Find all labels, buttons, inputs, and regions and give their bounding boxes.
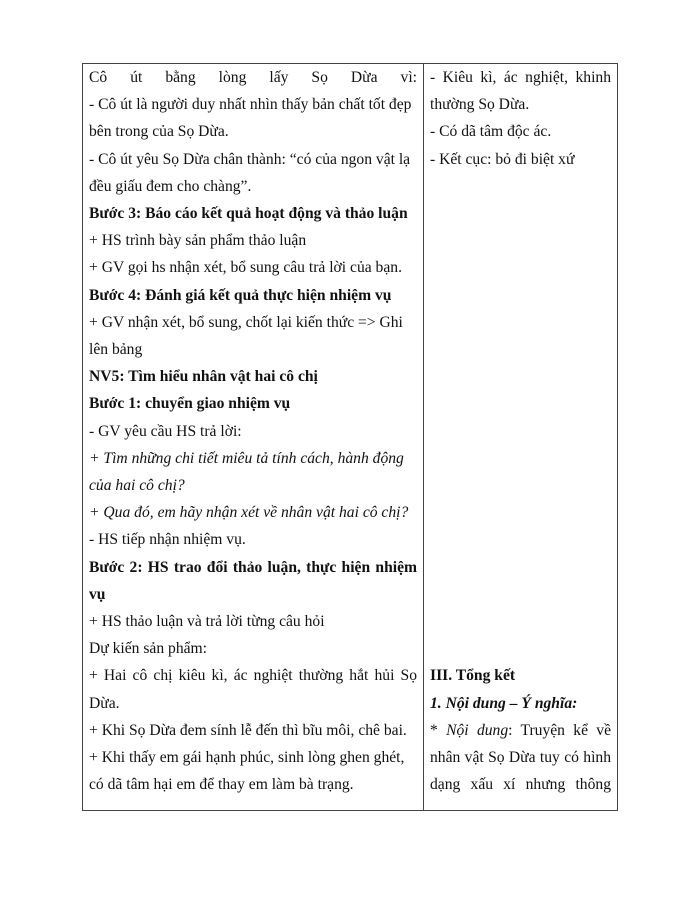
text-line: Dừa. bbox=[89, 694, 120, 712]
text-line: Cô út bằng lòng lấy Sọ Dừa vì: bbox=[89, 69, 417, 86]
expected-product-cell bbox=[424, 64, 618, 811]
text-line: + Khi thấy em gái hạnh phúc, sinh lòng ghen ghét, bbox=[89, 749, 405, 767]
text-line: Dự kiến sản phẩm: bbox=[89, 640, 208, 658]
content-label: Nội dung bbox=[446, 721, 509, 739]
text-line: có dã tâm hại em để thay em làm bà trạng. bbox=[89, 776, 354, 794]
text-line: lên bảng bbox=[89, 341, 143, 359]
section-heading-line: Bước 3: Báo cáo kết quả hoạt động và thảo luận bbox=[89, 205, 408, 223]
text-line: + HS thảo luận và trả lời từng câu hỏi bbox=[89, 613, 325, 631]
text-line: của hai cô chị? bbox=[89, 477, 185, 495]
section-heading-line: NV5: Tìm hiểu nhân vật hai cô chị bbox=[89, 368, 318, 386]
text-line: - Kiêu kì, ác nghiệt, khinh bbox=[430, 69, 611, 86]
lesson-plan-table bbox=[82, 63, 618, 811]
section-heading-line: Bước 2: HS trao đổi thảo luận, thực hiện nhiệm bbox=[89, 558, 417, 576]
text-line: - Có dã tâm độc ác. bbox=[430, 123, 552, 141]
summary-content-line bbox=[430, 717, 611, 744]
summary-content-line: nhân vật Sọ Dừa tuy có hình bbox=[430, 749, 611, 767]
text-line: - Kết cục: bỏ đi biệt xứ bbox=[430, 150, 575, 168]
table-row bbox=[83, 64, 618, 811]
teacher-activity-cell bbox=[83, 64, 424, 811]
text-line: + Tìm những chi tiết miêu tả tính cách, hành động bbox=[89, 449, 404, 467]
text-line: - Cô út là người duy nhất nhìn thấy bản chất tốt đẹp bbox=[89, 96, 412, 114]
summary-heading: III. Tổng kết bbox=[430, 667, 516, 685]
text-line: + GV nhận xét, bổ sung, chốt lại kiến thức => Ghi bbox=[89, 313, 403, 331]
content-text: : Truyện kể về bbox=[508, 721, 612, 739]
summary-subheading: 1. Nội dung – Ý nghĩa: bbox=[430, 694, 578, 712]
section-heading-line: vụ bbox=[89, 585, 106, 603]
text-line: thường Sọ Dừa. bbox=[430, 96, 530, 114]
cell-spacer bbox=[430, 173, 611, 663]
text-line: đều giấu đem cho chàng”. bbox=[89, 177, 252, 195]
text-line: + Qua đó, em hãy nhận xét về nhân vật hai cô chị? bbox=[89, 504, 409, 522]
bullet: * bbox=[430, 721, 447, 739]
text-line: + Hai cô chị kiêu kì, ác nghiệt thường hắt hủi Sọ bbox=[89, 667, 417, 685]
section-heading-line: Bước 4: Đánh giá kết quả thực hiện nhiệm vụ bbox=[89, 286, 392, 304]
text-line: bên trong của Sọ Dừa. bbox=[89, 123, 229, 141]
text-line: - HS tiếp nhận nhiệm vụ. bbox=[89, 531, 246, 549]
text-line: + GV gọi hs nhận xét, bổ sung câu trả lời của bạn. bbox=[89, 259, 402, 277]
text-line: + Khi Sọ Dừa đem sính lễ đến thì bĩu môi, chê bai. bbox=[89, 721, 407, 739]
text-line: - Cô út yêu Sọ Dừa chân thành: “có của ngon vật lạ bbox=[89, 150, 411, 168]
section-heading-line: Bước 1: chuyển giao nhiệm vụ bbox=[89, 395, 291, 413]
text-line: - GV yêu cầu HS trả lời: bbox=[89, 422, 242, 440]
text-line: + HS trình bày sản phẩm thảo luận bbox=[89, 232, 307, 250]
summary-content-line: dạng xấu xí nhưng thông bbox=[430, 776, 611, 794]
